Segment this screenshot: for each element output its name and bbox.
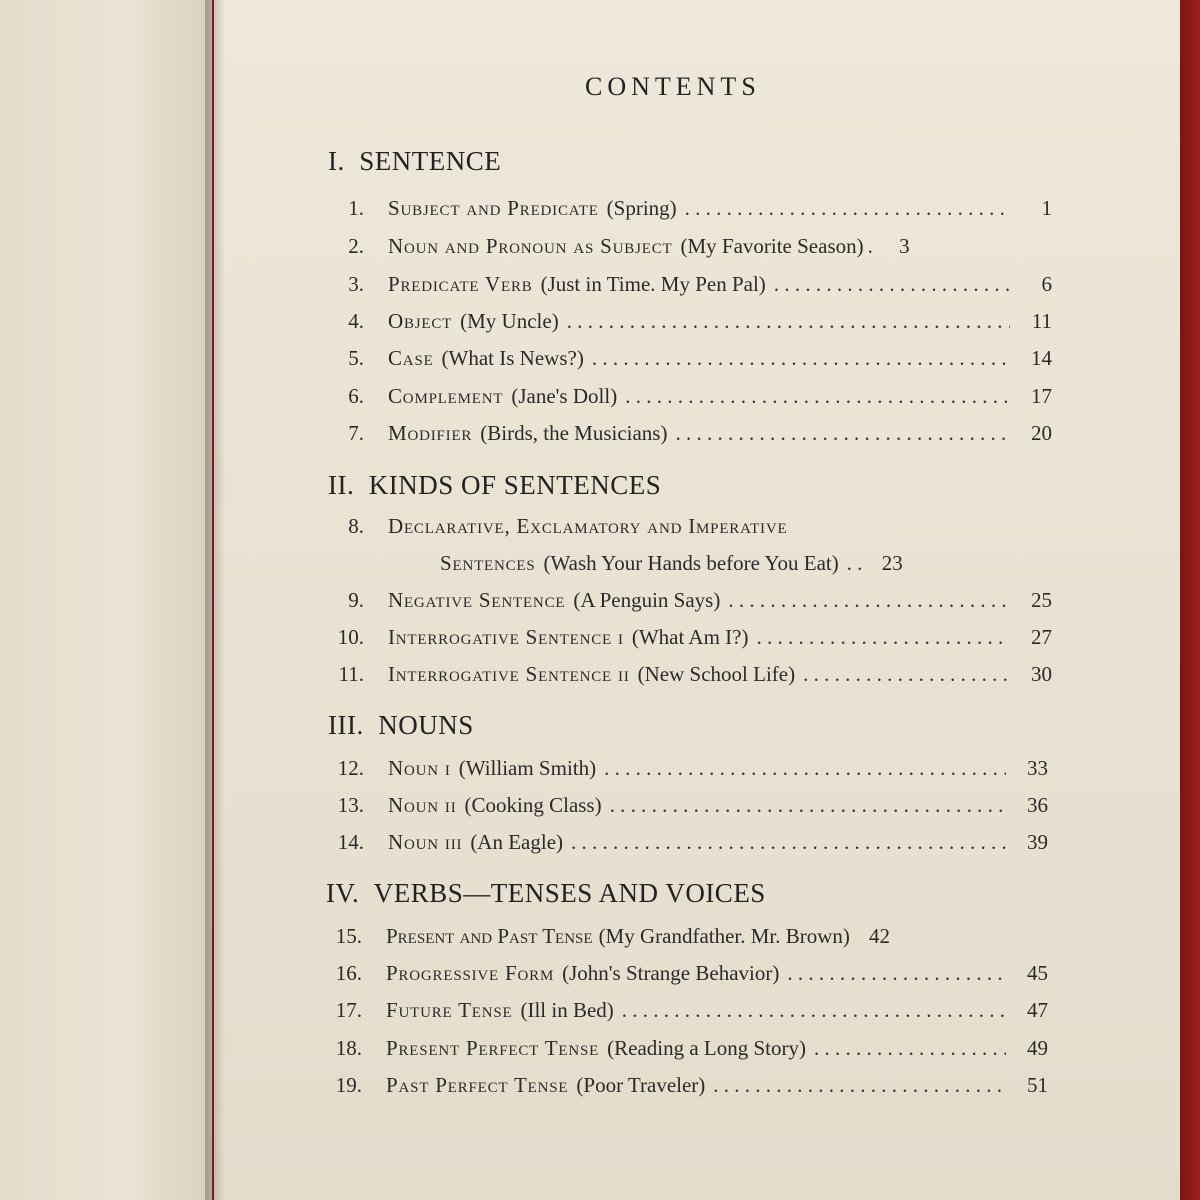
book-cover-edge xyxy=(1180,0,1200,1200)
entry-number: 8. xyxy=(348,514,364,538)
entry-page: 45 xyxy=(1027,961,1048,985)
entry-page: 20 xyxy=(1031,421,1052,445)
entry-story: (Wash Your Hands before You Eat) xyxy=(543,551,839,575)
entry-title: Declarative, Exclamatory and Imperative xyxy=(388,514,788,538)
entry-page: 51 xyxy=(1027,1073,1048,1097)
dot-leader xyxy=(685,196,1010,221)
toc-entry xyxy=(318,625,1052,655)
dot-leader xyxy=(713,1073,1006,1098)
section-title: KINDS OF SENTENCES xyxy=(368,470,662,500)
entry-number: 5. xyxy=(348,346,364,370)
entry-page: 25 xyxy=(1031,588,1052,612)
entry-story: (Reading a Long Story) xyxy=(607,1036,806,1060)
left-page xyxy=(0,0,212,1200)
entry-story: (Spring) xyxy=(606,196,677,220)
entry-page: 49 xyxy=(1027,1036,1048,1060)
entry-number: 14. xyxy=(337,830,364,854)
entry-story: (What Am I?) xyxy=(631,625,749,649)
entry-number: 2. xyxy=(348,234,364,258)
entry-number: 7. xyxy=(348,421,364,445)
entry-page: 36 xyxy=(1027,793,1048,817)
section-heading xyxy=(328,710,474,741)
entry-story: (Just in Time. My Pen Pal) xyxy=(540,272,766,296)
entry-title: Noun i xyxy=(388,756,451,780)
entry-title: Noun and Pronoun as Subject xyxy=(388,234,673,258)
toc-entry xyxy=(318,384,1052,414)
entry-page: 33 xyxy=(1027,756,1048,780)
toc-entry xyxy=(316,961,1048,991)
toc-entry xyxy=(318,234,1052,264)
entry-number: 10. xyxy=(337,625,364,649)
book-spine xyxy=(205,0,225,1200)
dot-leader xyxy=(774,272,1010,297)
dot-leader xyxy=(571,830,1006,855)
entry-story: (My Uncle) xyxy=(460,309,559,333)
entry-title: Future Tense xyxy=(386,998,513,1022)
entry-story: (Cooking Class) xyxy=(464,793,602,817)
section-heading xyxy=(328,470,661,501)
entry-story: (My Favorite Season) xyxy=(680,234,864,258)
entry-page: 11 xyxy=(1031,309,1052,333)
dot-leader xyxy=(567,309,1010,334)
entry-title: Interrogative Sentence ii xyxy=(388,662,630,686)
dot-leader xyxy=(675,421,1010,446)
entry-title: Complement xyxy=(388,384,504,408)
entry-page: 17 xyxy=(1031,384,1052,408)
entry-title-continued: Sentences xyxy=(440,551,536,575)
entry-page: 42 xyxy=(868,924,890,948)
entry-number: 18. xyxy=(335,1036,362,1060)
entry-story: (William Smith) xyxy=(458,756,597,780)
dot-leader xyxy=(592,346,1010,371)
entry-page: 6 xyxy=(1041,272,1052,296)
entry-page: 3 xyxy=(899,234,910,258)
entry-story: (Ill in Bed) xyxy=(520,998,614,1022)
dot-leader xyxy=(868,234,872,259)
entry-title: Past Perfect Tense xyxy=(386,1073,569,1097)
dot-leader xyxy=(787,961,1006,986)
toc-entry xyxy=(316,998,1048,1028)
entry-story: (Birds, the Musicians) xyxy=(480,421,668,445)
entry-title: Modifier xyxy=(388,421,473,445)
section-title: VERBS—TENSES AND VOICES xyxy=(373,878,766,908)
toc-entry xyxy=(318,588,1052,618)
entry-title: Case xyxy=(388,346,434,370)
entry-story: (John's Strange Behavior) xyxy=(562,961,780,985)
section-title: NOUNS xyxy=(378,710,474,740)
toc-entry xyxy=(318,346,1052,376)
toc-entry xyxy=(318,309,1052,339)
toc-entry xyxy=(318,662,1052,692)
entry-title: Noun iii xyxy=(388,830,463,854)
section-numeral: IV. xyxy=(326,878,360,908)
toc-entry-continuation xyxy=(440,551,1052,581)
entry-number: 9. xyxy=(348,588,364,612)
section-heading xyxy=(326,878,766,909)
entry-number: 1. xyxy=(348,196,364,220)
entry-number: 16. xyxy=(335,961,362,985)
entry-page: 27 xyxy=(1031,625,1052,649)
dot-leader xyxy=(847,551,861,576)
toc-entry xyxy=(318,830,1048,860)
entry-story: (Jane's Doll) xyxy=(511,384,618,408)
dot-leader xyxy=(625,384,1010,409)
entry-number: 12. xyxy=(337,756,364,780)
entry-title: Object xyxy=(388,309,453,333)
entry-story: (My Grandfather. Mr. Brown) xyxy=(598,924,850,948)
entry-page: 39 xyxy=(1027,830,1048,854)
dot-leader xyxy=(728,588,1010,613)
section-heading xyxy=(328,146,501,177)
toc-entry xyxy=(316,1036,1048,1066)
toc-entry xyxy=(316,1073,1048,1103)
entry-story: (A Penguin Says) xyxy=(573,588,721,612)
dot-leader xyxy=(622,998,1006,1023)
dot-leader xyxy=(604,756,1006,781)
entry-story: (What Is News?) xyxy=(441,346,584,370)
toc-entry xyxy=(318,756,1048,786)
toc-entry xyxy=(316,924,1048,954)
entry-story: (An Eagle) xyxy=(470,830,564,854)
entry-number: 17. xyxy=(335,998,362,1022)
entry-title: Predicate Verb xyxy=(388,272,533,296)
dot-leader xyxy=(814,1036,1006,1061)
entry-title: Present Perfect Tense xyxy=(386,1036,600,1060)
page-title: CONTENTS xyxy=(585,72,761,101)
entry-title: Negative Sentence xyxy=(388,588,566,612)
entry-number: 6. xyxy=(348,384,364,408)
entry-title: Noun ii xyxy=(388,793,457,817)
section-numeral: I. xyxy=(328,146,345,176)
entry-title: Present and Past Tense xyxy=(386,924,593,948)
entry-number: 4. xyxy=(348,309,364,333)
entry-title: Progressive Form xyxy=(386,961,555,985)
entry-number: 11. xyxy=(338,662,364,686)
toc-entry xyxy=(318,272,1052,302)
entry-page: 30 xyxy=(1031,662,1052,686)
dot-leader xyxy=(803,662,1010,687)
toc-entry xyxy=(318,421,1052,451)
entry-page: 47 xyxy=(1027,998,1048,1022)
section-title: SENTENCE xyxy=(359,146,502,176)
entry-number: 3. xyxy=(348,272,364,296)
section-numeral: II. xyxy=(328,470,355,500)
toc-entry xyxy=(318,793,1048,823)
dot-leader xyxy=(610,793,1006,818)
dot-leader xyxy=(756,625,1010,650)
entry-page: 23 xyxy=(881,551,903,575)
entry-number: 19. xyxy=(335,1073,362,1097)
entry-title: Interrogative Sentence i xyxy=(388,625,624,649)
entry-story: (Poor Traveler) xyxy=(576,1073,706,1097)
entry-story: (New School Life) xyxy=(637,662,796,686)
entry-page: 1 xyxy=(1041,196,1052,220)
section-numeral: III. xyxy=(328,710,364,740)
entry-title: Subject and Predicate xyxy=(388,196,599,220)
entry-number: 13. xyxy=(337,793,364,817)
toc-entry xyxy=(318,196,1052,226)
toc-entry xyxy=(318,514,1052,544)
entry-page: 14 xyxy=(1031,346,1052,370)
entry-number: 15. xyxy=(335,924,362,948)
